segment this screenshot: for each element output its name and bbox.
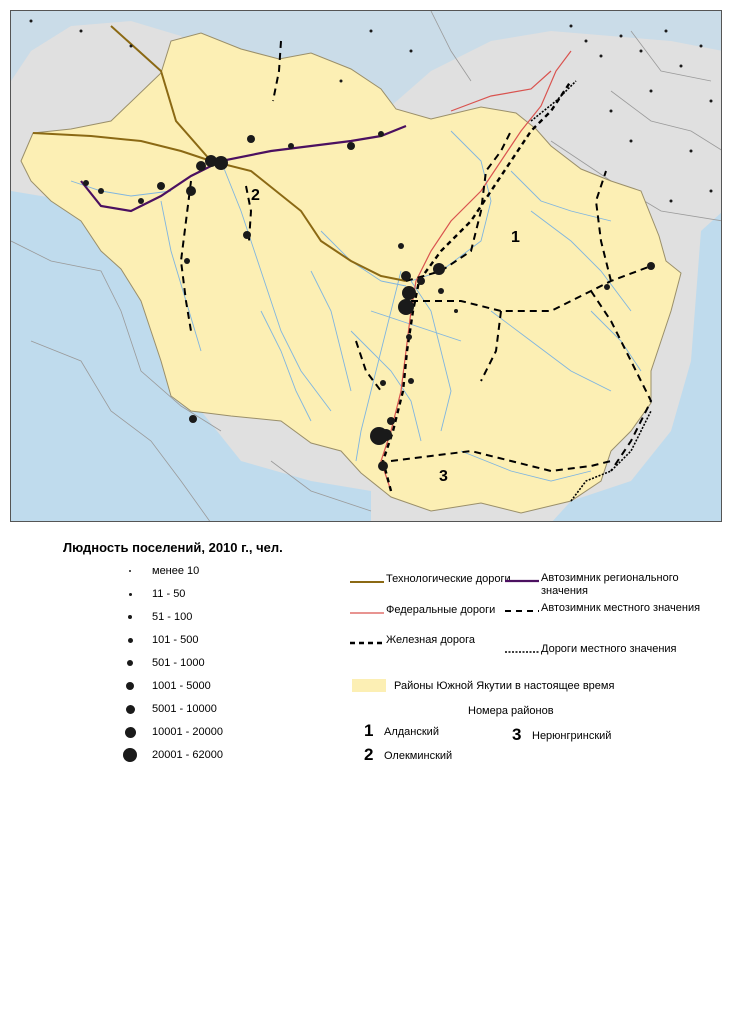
technological-road-label: Технологические дороги xyxy=(386,573,511,585)
legend-winter-road-local xyxy=(505,602,705,634)
district-number: 2 xyxy=(364,745,374,764)
population-class-dot xyxy=(126,705,135,714)
winter-road-regional-label: Автозимник регионального значения xyxy=(541,572,679,597)
population-class-dot xyxy=(128,615,132,619)
area-label: Районы Южной Якутии в настоящее время xyxy=(394,680,615,692)
technological-road-swatch xyxy=(350,579,384,585)
population-class-label: 51 - 100 xyxy=(152,611,193,623)
legend-area xyxy=(352,677,672,695)
district-item-2 xyxy=(364,745,514,765)
population-class-label: 11 - 50 xyxy=(152,588,186,600)
population-class-row xyxy=(120,563,280,579)
railway-label: Железная дорога xyxy=(386,634,475,646)
population-class-label: 1001 - 5000 xyxy=(152,680,211,692)
population-class-row xyxy=(120,724,280,740)
population-class-dot xyxy=(123,748,137,762)
district-name: Алданский xyxy=(384,726,439,738)
federal-road-label: Федеральные дороги xyxy=(386,604,496,616)
map-district-number-1: 1 xyxy=(511,229,520,246)
winter-road-local-swatch xyxy=(505,608,539,614)
railway-swatch xyxy=(350,640,384,646)
population-class-row xyxy=(120,609,280,625)
district-item-1 xyxy=(364,721,514,741)
district-name: Нерюнгринский xyxy=(532,730,612,742)
population-class-row xyxy=(120,678,280,694)
population-class-row xyxy=(120,586,280,602)
districts-title: Номера районов xyxy=(468,705,554,717)
population-class-dot xyxy=(126,682,134,690)
population-class-row xyxy=(120,701,280,717)
local-road-label: Дороги местного значения xyxy=(541,643,677,655)
district-number: 3 xyxy=(512,725,522,744)
population-class-row xyxy=(120,747,280,763)
district-name: Олекминский xyxy=(384,750,453,762)
population-class-label: 5001 - 10000 xyxy=(152,703,217,715)
population-class-label: 501 - 1000 xyxy=(152,657,205,669)
map-district-number-2: 2 xyxy=(251,187,260,204)
map-panel xyxy=(10,10,722,522)
local-road-swatch xyxy=(505,649,539,655)
population-class-label: менее 10 xyxy=(152,565,200,577)
population-class-label: 10001 - 20000 xyxy=(152,726,223,738)
population-class-row xyxy=(120,655,280,671)
legend-population-title: Людность поселений, 2010 г., чел. xyxy=(63,540,283,555)
legend-winter-road-regional xyxy=(505,572,705,604)
map-district-number-3: 3 xyxy=(439,468,448,485)
legend-local-road xyxy=(505,643,705,675)
district-item-3 xyxy=(512,725,662,745)
population-class-dot xyxy=(128,638,133,643)
federal-road-swatch xyxy=(350,610,384,616)
population-class-label: 101 - 500 xyxy=(152,634,199,646)
population-class-dot xyxy=(127,660,133,666)
winter-road-local-label: Автозимник местного значения xyxy=(541,602,701,614)
area-swatch xyxy=(352,679,386,692)
population-class-label: 20001 - 62000 xyxy=(152,749,223,761)
population-class-dot xyxy=(129,570,131,572)
population-class-dot xyxy=(125,727,136,738)
map-canvas xyxy=(11,11,722,522)
district-number: 1 xyxy=(364,721,374,740)
winter-road-regional-swatch xyxy=(505,578,539,584)
population-class-dot xyxy=(129,593,132,596)
population-class-row xyxy=(120,632,280,648)
